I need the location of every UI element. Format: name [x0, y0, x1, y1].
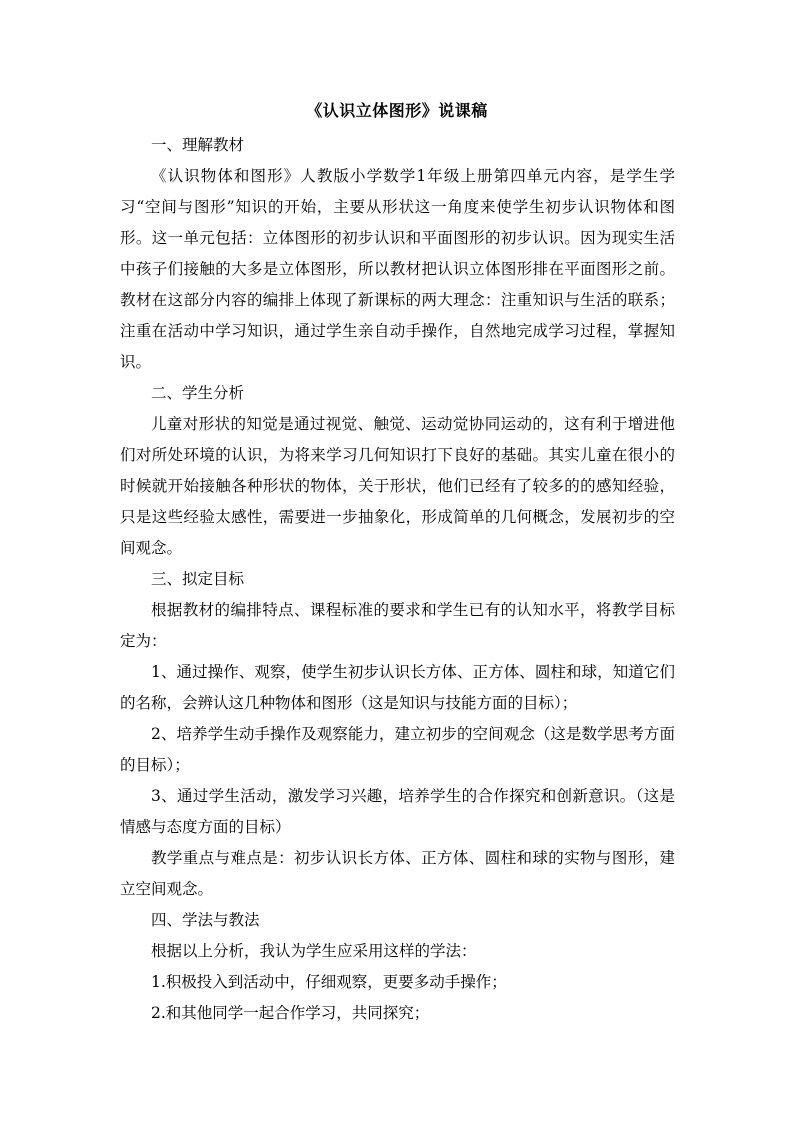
paragraph-student-analysis: 儿童对形状的知觉是通过视觉、触觉、运动觉协同运动的，这有利于增进他们对所处环境的认识，为将来学习几何知识打下良好的基础。其实儿童在很小的时候就开始接触各种形状的物体，关于形状，他们已经有了较多的的感知经验，只是这些经验太感性，需要进一步抽象化，形成简单的几何概念，发展初步的空间观念。	[120, 415, 675, 557]
paragraph-objectives-intro: 根据教材的编排特点、课程标准的要求和学生已有的认知水平，将教学目标定为：	[120, 601, 675, 650]
objective-item-1: 1、通过操作、观察，使学生初步认识长方体、正方体、圆柱和球，知道它们的名称，会辨认这几种物体和图形（这是知识与技能方面的目标）；	[120, 663, 675, 712]
document-body	[120, 130, 675, 1029]
method-item-2: 2.和其他同学一起合作学习，共同探究；	[151, 1004, 430, 1022]
section-heading-objectives: 三、拟定目标	[151, 570, 245, 588]
paragraph-key-points: 教学重点与难点是：初步认识长方体、正方体、圆柱和球的实物与图形，建立空间观念。	[120, 849, 675, 898]
section-heading-student-analysis: 二、学生分析	[151, 384, 245, 402]
document-title: 《认识立体图形》说课稿	[306, 101, 488, 120]
method-item-1: 1.积极投入到活动中，仔细观察，更要多动手操作；	[151, 973, 507, 991]
paragraph-methods-intro: 根据以上分析，我认为学生应采用这样的学法：	[151, 942, 477, 960]
paragraph-textbook-analysis: 《认识物体和图形》人教版小学数学1年级上册第四单元内容，是学生学习“空间与图形”知识的开始，主要从形状这一角度来使学生初步认识物体和图形。这一单元包括：立体图形的初步认识和平面图形的初步认识。因为现实生活中孩子们接触的大多是立体图形，所以教材把认识立体图形排在平面图形之前。教材在这部分内容的编排上体现了新课标的两大理念：注重知识与生活的联系；注重在活动中学习知识，通过学生亲自动手操作，自然地完成学习过程，掌握知识。	[120, 167, 675, 371]
objective-item-2: 2、培养学生动手操作及观察能力，建立初步的空间观念（这是数学思考方面的目标）；	[120, 725, 675, 774]
objective-item-3: 3、通过学生活动，激发学习兴趣，培养学生的合作探究和创新意识。（这是情感与态度方面的目标）	[120, 787, 675, 836]
section-heading-understand-textbook: 一、理解教材	[151, 136, 245, 154]
section-heading-methods: 四、学法与教法	[151, 911, 260, 929]
